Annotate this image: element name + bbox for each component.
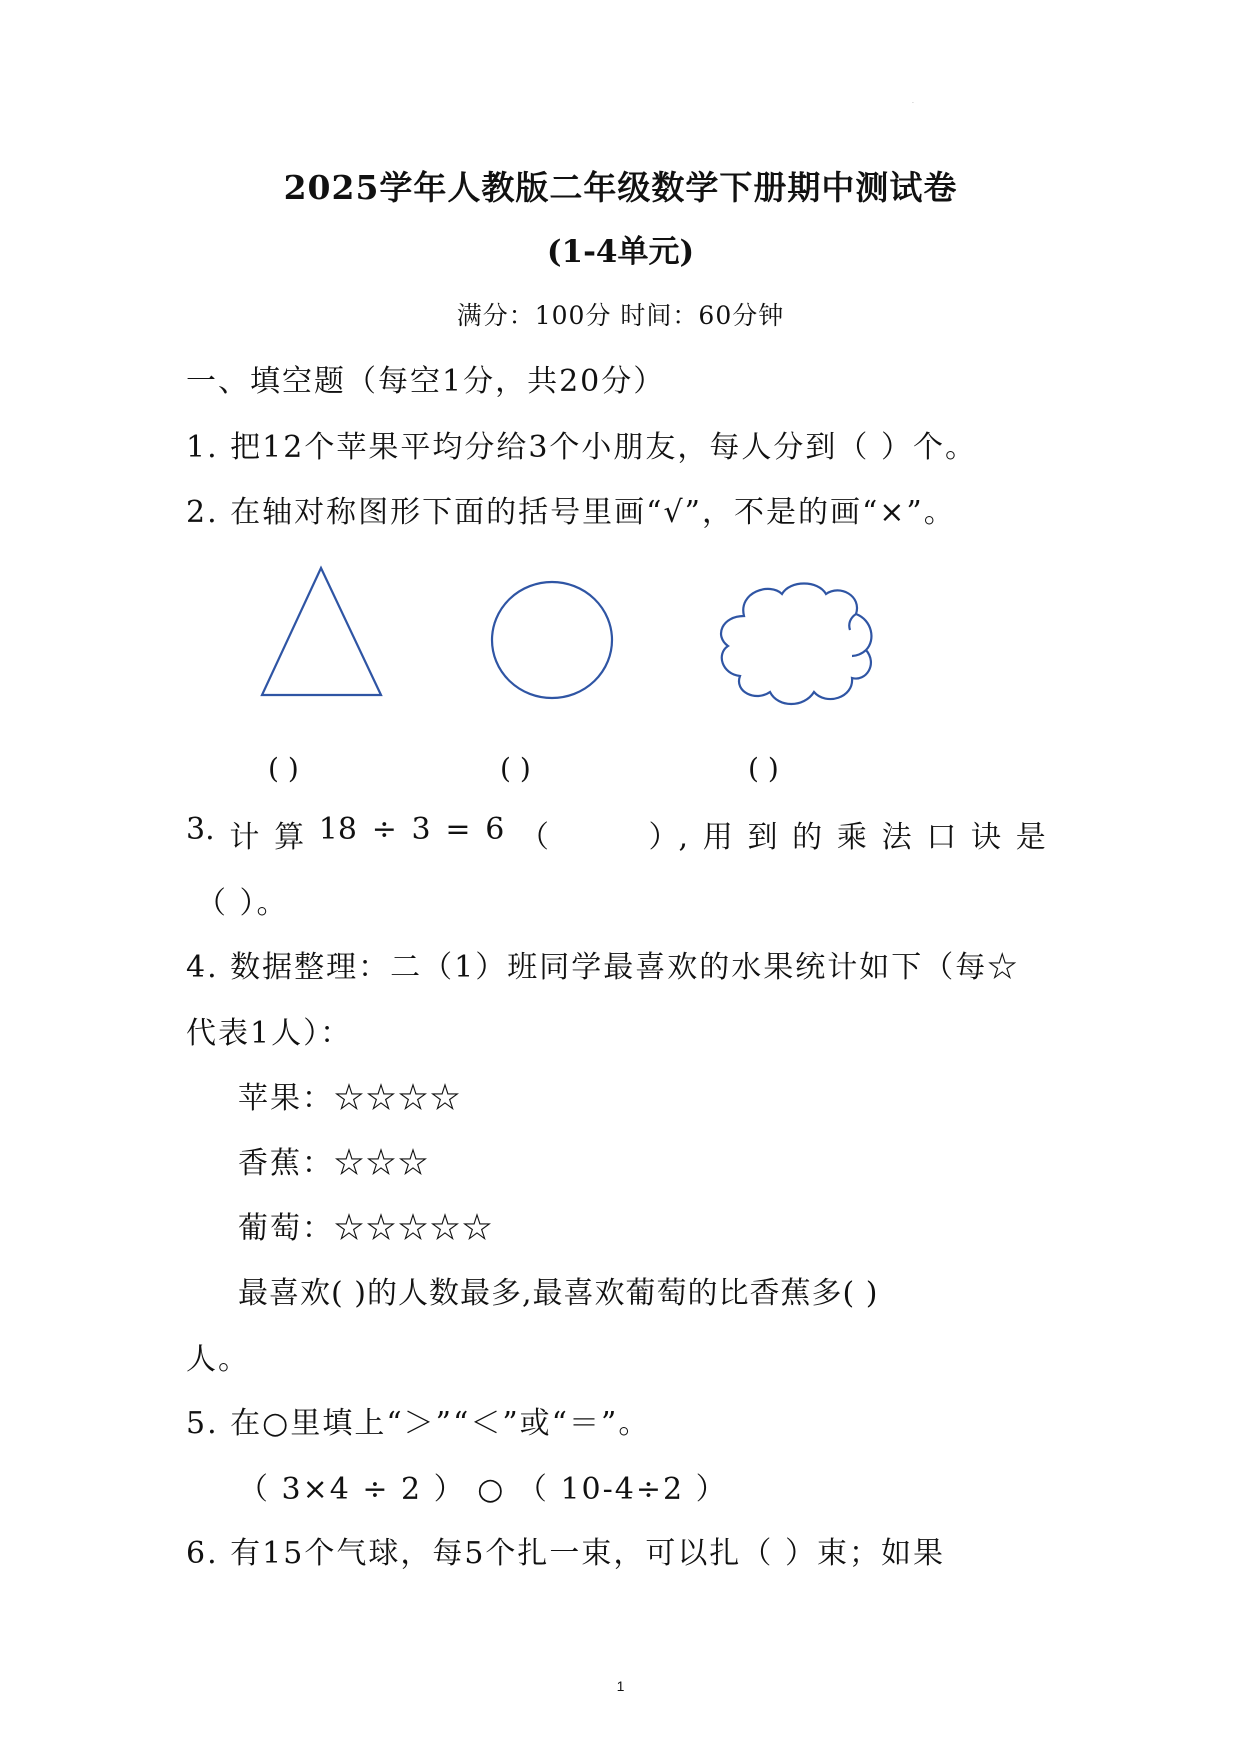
question-5-expression: （ 3×4 ÷ 2 ） ○ （ 10-4÷2 ） [238, 1472, 728, 1507]
question-3-line-1 [186, 812, 1046, 856]
q3-answer-blank[interactable] [564, 812, 634, 856]
question-2: 2. 在轴对称图形下面的括号里画“√”，不是的画“×”。 [186, 495, 956, 530]
q3-token: 算 [274, 820, 305, 855]
fruit-label: 葡萄： [238, 1211, 334, 1246]
q3-token: = [445, 812, 471, 847]
triangle-icon [258, 565, 388, 700]
fruit-label: 香蕉： [238, 1146, 334, 1181]
q3-token: （ [519, 820, 550, 855]
fruit-row-grape [238, 1203, 494, 1247]
q2-answer-slot-3[interactable]: ( ) [748, 752, 779, 785]
star-icons: ☆☆☆☆☆ [334, 1211, 494, 1246]
section-heading: 一、填空题（每空1分，共20分） [186, 364, 666, 399]
question-4-line-1: 4. 数据整理：二（1）班同学最喜欢的水果统计如下（每☆ [186, 950, 1020, 985]
q3-token: 乘 [836, 820, 867, 855]
exam-meta: 满分：100分 时间：60分钟 [456, 301, 785, 330]
q3-number: 3. [186, 812, 215, 847]
question-4-line-2: 代表1人）： [186, 1016, 353, 1051]
q3-token: 法 [881, 820, 912, 855]
question-6-line-1: 6. 有15个气球，每5个扎一束，可以扎（ ）束；如果 [186, 1536, 945, 1571]
question-4-line-4: 人。 [186, 1342, 250, 1377]
cloud-icon [716, 578, 878, 710]
page-subtitle: (1-4单元) [546, 234, 695, 270]
q3-token: ）, [648, 820, 689, 855]
q3-token: 到 [747, 820, 778, 855]
q3-token: ÷ [371, 812, 397, 847]
q3-token: 6 [485, 812, 505, 847]
q3-token: 3 [411, 812, 431, 847]
page-number: 1 [616, 1678, 625, 1694]
q3-token: 口 [926, 820, 957, 855]
q3-token: 是 [1015, 820, 1046, 855]
q2-answer-slot-2[interactable]: ( ) [500, 752, 531, 785]
question-5-line-1: 5. 在○里填上“＞”“＜”或“＝”。 [186, 1406, 651, 1441]
corner-mark: . [912, 98, 914, 105]
q3-token: 18 [318, 812, 357, 847]
star-icons: ☆☆☆☆ [334, 1081, 462, 1116]
q2-answer-slot-1[interactable]: ( ) [268, 752, 299, 785]
circle-icon [488, 578, 616, 702]
page-title: 2025学年人教版二年级数学下册期中测试卷 [283, 168, 958, 207]
question-1: 1. 把12个苹果平均分给3个小朋友，每人分到（ ）个。 [186, 430, 977, 465]
fruit-row-banana [238, 1138, 430, 1182]
fruit-label: 苹果： [238, 1081, 334, 1116]
q3-token: 用 [702, 820, 733, 855]
q3-token: 计 [229, 820, 260, 855]
question-4-line-3: 最喜欢( )的人数最多,最喜欢葡萄的比香蕉多( ) [238, 1276, 879, 1311]
question-3-line-2: （ ）。 [196, 886, 289, 921]
fruit-row-apple [238, 1073, 462, 1117]
q3-token: 的 [792, 820, 823, 855]
q3-token: 诀 [971, 820, 1002, 855]
star-icons: ☆☆☆ [334, 1146, 430, 1181]
